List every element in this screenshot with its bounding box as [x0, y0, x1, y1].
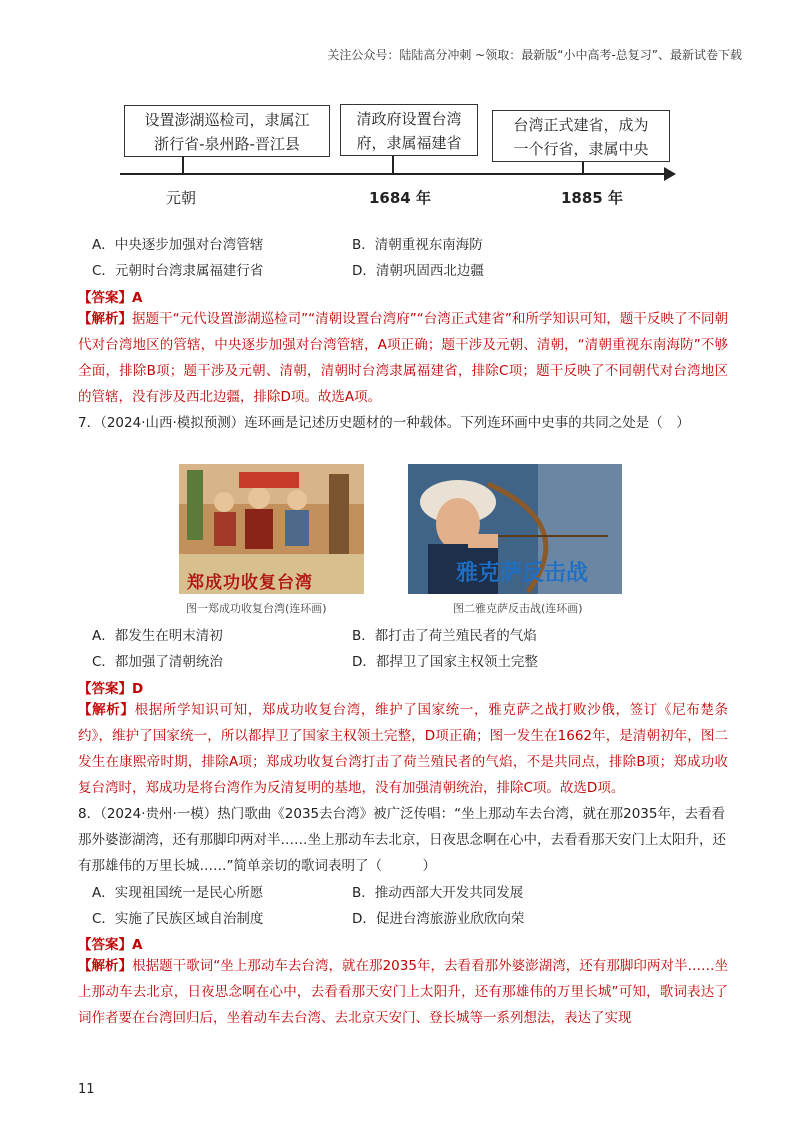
q7-option-d[interactable]: D．都捍卫了国家主权领土完整 [352, 654, 538, 670]
q8-stem: 8．（2024·贵州·一模）热门歌曲《2035去台湾》被广泛传唱：“坐上那动车去台湾，就在那2035年，去看看那外婆澎湖湾，还有那脚印两对半……坐上那动车去北京，日夜思念啊在心中，去看看那天安门上太阳升，还有那雄伟的万里长城……”简单亲切的歌词表明了（ ） [78, 806, 726, 874]
q6-analysis: 【解析】据题干“元代设置澎湖巡检司”“清朝设置台湾府”“台湾正式建省”和所学知识可知，题干反映了不同朝代对台湾地区的管辖，中央逐步加强对台湾管辖，A项正确；题干涉及元朝、清朝，“清朝重视东南海防”不够全面，排除B项；题干涉及元朝、清朝，清朝时台湾隶属福建省，排除C项；题干反映了不同朝代对台湾地区的管辖，没有涉及西北边疆，排除D项。故选A项。 [78, 311, 728, 405]
q8-option-a[interactable]: A．实现祖国统一是民心所愿 [92, 885, 264, 901]
timeline-axis [120, 173, 668, 175]
connector-yuan [182, 157, 184, 174]
q7-option-c[interactable]: C．都加强了清朝统治 [92, 654, 223, 670]
q6-option-a[interactable]: A．中央逐步加强对台湾管辖 [92, 237, 264, 253]
comic-title-zheng: 郑成功收复台湾 [187, 573, 313, 593]
q7-option-a[interactable]: A．都发生在明末清初 [92, 628, 223, 644]
page-number: 11 [78, 1082, 95, 1097]
q8-analysis: 【解析】根据题干歌词“坐上那动车去台湾，就在那2035年，去看看那外婆澎湖湾，还有那脚印两对半……坐上那动车去北京，日夜思念啊在心中，去看看那天安门上太阳升，还有那雄伟的万里长城”可知，歌词表达了词作者要在台湾回归后，坐着动车去台湾、去北京天安门、登长城等一系列想法，表达了实现 [78, 958, 728, 1026]
analysis-tag: 【解析】 [78, 958, 133, 974]
timeline-label-1885: 1885 年 [561, 189, 623, 207]
q6-answer: 【答案】A [78, 290, 143, 306]
analysis-tag: 【解析】 [78, 311, 133, 327]
caption-image-1: 图一郑成功收复台湾(连环画) [186, 602, 327, 615]
connector-1684 [392, 156, 394, 174]
q8-option-c[interactable]: C．实施了民族区域自治制度 [92, 911, 264, 927]
page-header: 关注公众号：陆陆高分冲刺 ~领取：最新版“小中高考-总复习”、最新试卷下载 [327, 48, 742, 62]
q7-stem: 7．（2024·山西·模拟预测）连环画是记述历史题材的一种载体。下列连环画中史事的共同之处是（ ） [78, 415, 690, 431]
q6-option-b[interactable]: B．清朝重视东南海防 [352, 237, 483, 253]
q6-option-c[interactable]: C．元朝时台湾隶属福建行省 [92, 263, 264, 279]
caption-image-2: 图二雅克萨反击战(连环画) [453, 602, 583, 615]
timeline-box-yuan: 设置澎湖巡检司，隶属江 浙行省-泉州路-晋江县 [124, 105, 330, 157]
timeline-box-1885: 台湾正式建省，成为 一个行省，隶属中央 [492, 110, 670, 162]
timeline-box-1684: 清政府设置台湾 府，隶属福建省 [340, 104, 478, 156]
comic-image-yakesa [408, 464, 622, 594]
q7-analysis: 【解析】根据所学知识可知，郑成功收复台湾，维护了国家统一，雅克萨之战打败沙俄，签订《尼布楚条约》，维护了国家统一，所以都捍卫了国家主权领土完整，D项正确；图一发生在1662年，是清朝初年，图二发生在康熙帝时期，排除A项；郑成功收复台湾打击了荷兰殖民者的气焰，不是共同点，排除B项；郑成功收复台湾时，郑成功是将台湾作为反清复明的基地，没有加强清朝统治，排除C项。故选D项。 [78, 702, 728, 796]
q6-option-d[interactable]: D．清朝巩固西北边疆 [352, 263, 484, 279]
timeline-label-yuan: 元朝 [166, 189, 197, 207]
q7-answer: 【答案】D [78, 681, 144, 697]
comic-title-yakesa: 雅克萨反击战 [456, 561, 589, 586]
analysis-tag: 【解析】 [78, 702, 135, 718]
timeline-label-1684: 1684 年 [369, 189, 431, 207]
comic-image-zheng-chenggong [179, 464, 364, 594]
q8-option-b[interactable]: B．推动西部大开发共同发展 [352, 885, 524, 901]
q8-option-d[interactable]: D．促进台湾旅游业欣欣向荣 [352, 911, 525, 927]
q8-answer: 【答案】A [78, 937, 143, 953]
q7-option-b[interactable]: B．都打击了荷兰殖民者的气焰 [352, 628, 537, 644]
timeline-arrow-icon [664, 167, 676, 181]
